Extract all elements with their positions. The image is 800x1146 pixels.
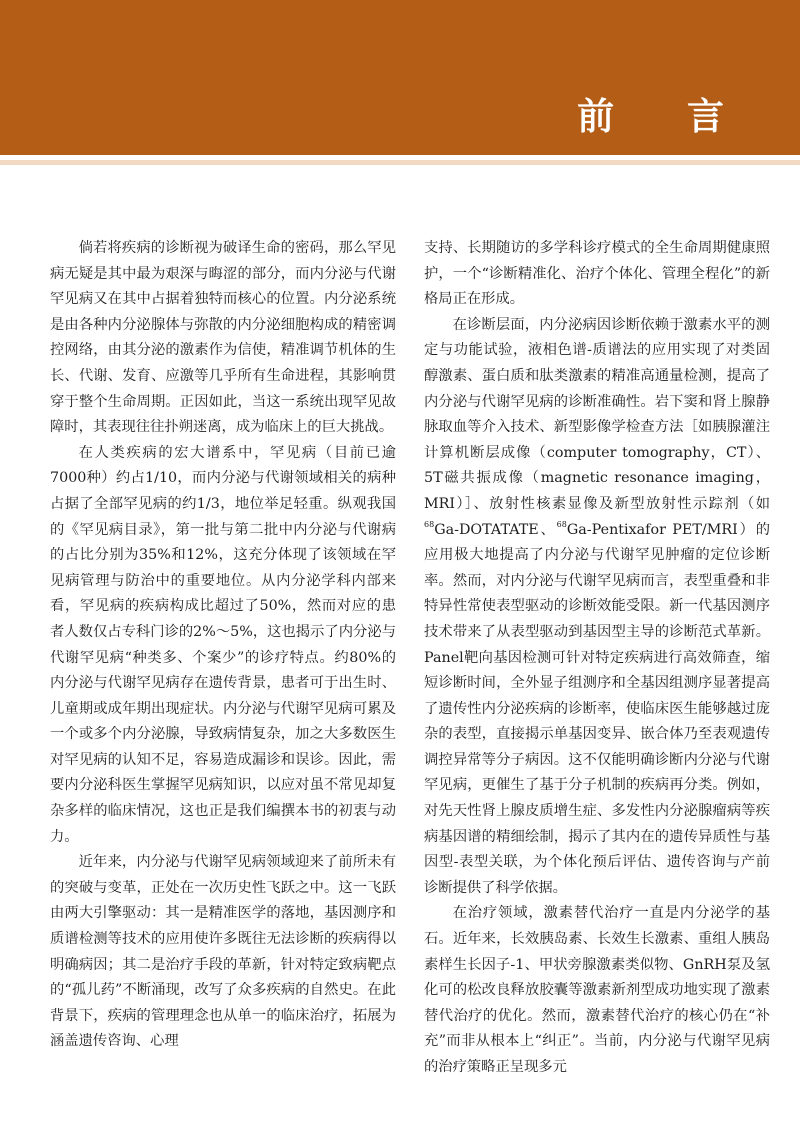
paragraph-treatment: 在治疗领域，激素替代治疗一直是内分泌学的基石。近年来，长效胰岛素、长效生长激素、重组人胰岛素样生长因子-1、甲状旁腺激素类似物、GnRH泵及氢化可的松改良释放胶囊等激素新剂型成功地实现了激素替代治疗的优化。然而，激素替代治疗的核心仍在“补充”而非从根本上“纠正”。当前，内分泌与代谢罕见病的治疗策略正呈现多元 bbox=[424, 905, 770, 1075]
paragraph-recent-advances: 近年来，内分泌与代谢罕见病领域迎来了前所未有的突破与变革，正处在一次历史性飞跃之中。这一飞跃由两大引擎驱动：其一是精准医学的落地，基因测序和质谱检测等技术的应用使许多既往无法诊断的疾病得以明确病因；其二是治疗手段的革新，针对特定致病靶点的“孤儿药”不断涌现，改写了众多疾病的自然史。在此背景下，疾病的管理理念也从单一的临床治疗，拓展为涵盖遗传咨询、心理 bbox=[50, 854, 396, 1050]
paragraph-continuation: 支持、长期随访的多学科诊疗模式的全生命周期健康照护，一个“诊断精准化、治疗个体化、管理全程化”的新格局正在形成。 bbox=[424, 240, 770, 308]
isotope-superscript-2: 68 bbox=[556, 519, 567, 529]
header-accent-line bbox=[0, 160, 800, 165]
diagnosis-text-3: Ga-Pentixafor PET/MRI）的应用极大地提高了内分泌与代谢罕见肿瘤的定位诊断率。然而，对内分泌与代谢罕见病而言，表型重叠和非特异性常使表型驱动的诊断效能受限。新一代基因测序技术带来了从表型驱动到基因型主导的诊断范式革新。Panel靶向基因检测可针对特定疾病进行高效筛查，缩短诊断时间，全外显子组测序和全基因组测序显著提高了遗传性内分泌疾病的诊断率，使临床医生能够越过庞杂的表型，直接揭示单基因变异、嵌合体乃至表观遗传调控异常等分子病因。这不仅能明确诊断内分泌与代谢罕见病，更催生了基于分子机制的疾病再分类。例如，对先天性肾上腺皮质增生症、多发性内分泌腺瘤病等疾病基因谱的精细绘制，揭示了其内在的遗传异质性与基因型-表型关联，为个体化预后评估、遗传咨询与产前诊断提供了科学依据。 bbox=[424, 521, 770, 896]
diagnosis-text-1: 在诊断层面，内分泌病因诊断依赖于激素水平的测定与功能试验，液相色谱-质谱法的应用实现了对类固醇激素、蛋白质和肽类激素的精准高通量检测，提高了内分泌与代谢罕见病的诊断准确性。岩下窦和肾上腺静脉取血等介入技术、新型影像学检查方法［如胰腺灌注计算机断层成像（computer tomography，CT）、5T磁共振成像（magnetic resonance imaging，MRI）］、放射性核素显像及新型放射性示踪剂（如 bbox=[424, 316, 770, 512]
diagnosis-text-2: Ga-DOTATATE、 bbox=[434, 521, 557, 538]
paragraph-prevalence: 在人类疾病的宏大谱系中，罕见病（目前已逾7000种）约占1/10，而内分泌与代谢领域相关的病种占据了全部罕见病的约1/3，地位举足轻重。纵观我国的《罕见病目录》，第一批与第二批中内分泌与代谢病的占比分别为35%和12%，这充分体现了该领域在罕见病管理与防治中的重要地位。从内分泌学科内部来看，罕见病的疾病构成比超过了50%，然而对应的患者人数仅占专科门诊的2%～5%，这也揭示了内分泌与代谢罕见病“种类多、个案少”的诊疗特点。约80%的内分泌与代谢罕见病存在遗传背景，患者可于出生时、儿童期或成年期出现症状。内分泌与代谢罕见病可累及一个或多个内分泌腺，导致病情复杂，加之大多数医生对罕见病的认知不足，容易造成漏诊和误诊。因此，需要内分泌科医生掌握罕见病知识，以应对虽不常见却复杂多样的临床情况，这也正是我们编撰本书的初衷与动力。 bbox=[50, 444, 396, 845]
isotope-superscript-1: 68 bbox=[424, 519, 435, 529]
right-column bbox=[424, 236, 770, 1081]
paragraph-intro: 倘若将疾病的诊断视为破译生命的密码，那么罕见病无疑是其中最为艰深与晦涩的部分，而内分泌与代谢罕见病又在其中占据着独特而核心的位置。内分泌系统是由各种内分泌腺体与弥散的内分泌细胞构成的精密调控网络，由其分泌的激素作为信使，精准调节机体的生长、代谢、发育、应激等几乎所有生命进程，其影响贯穿于整个生命周期。正因如此，当这一系统出现罕见故障时，其表现往往扑朔迷离，成为临床上的巨大挑战。 bbox=[50, 240, 396, 436]
paragraph-diagnosis bbox=[424, 313, 770, 902]
left-column bbox=[50, 236, 396, 1055]
page-title: 前 言 bbox=[577, 94, 754, 138]
